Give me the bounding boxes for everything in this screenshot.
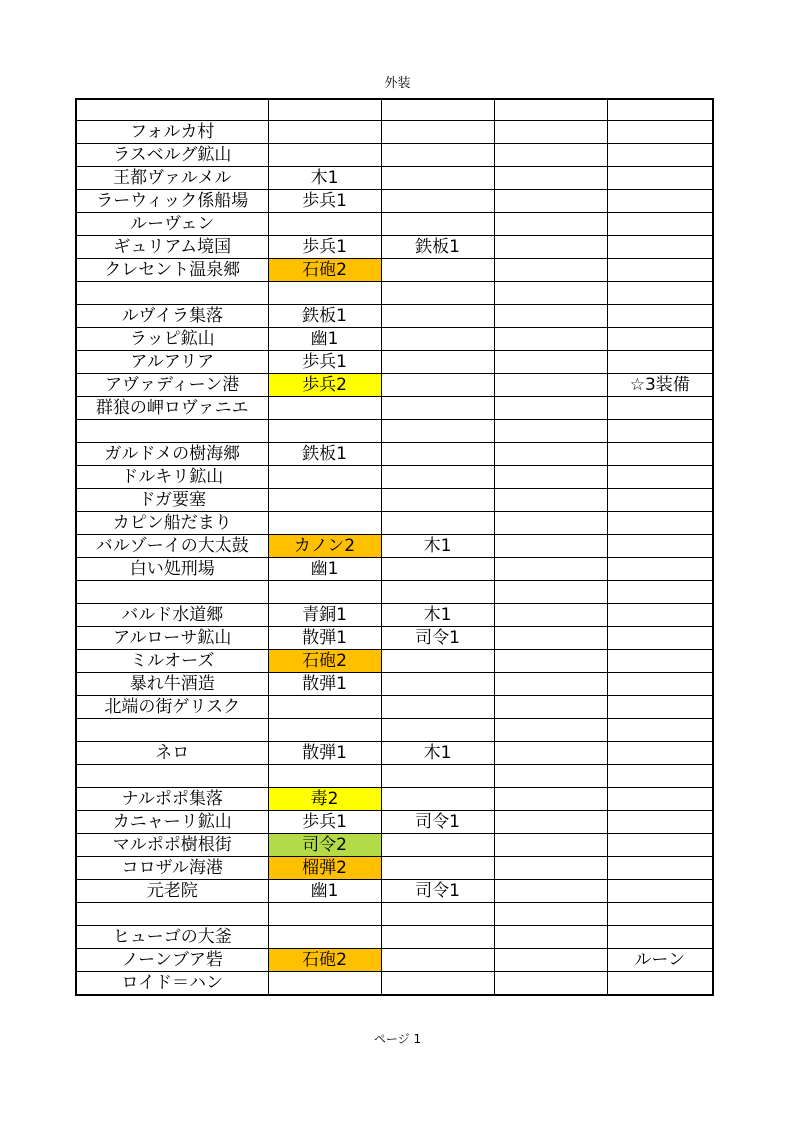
equipment-cell[interactable]	[381, 512, 494, 535]
location-cell[interactable]: ネロ	[76, 742, 268, 765]
equipment-cell[interactable]	[268, 213, 381, 236]
location-cell[interactable]: ルーヴェン	[76, 213, 268, 236]
equipment-cell[interactable]	[494, 535, 607, 558]
equipment-cell[interactable]	[607, 742, 713, 765]
equipment-cell[interactable]	[494, 121, 607, 144]
equipment-cell[interactable]	[607, 857, 713, 880]
equipment-cell[interactable]	[607, 236, 713, 259]
equipment-cell[interactable]	[381, 972, 494, 996]
location-cell[interactable]: ノーンブア砦	[76, 949, 268, 972]
equipment-cell[interactable]	[607, 466, 713, 489]
equipment-cell[interactable]	[381, 397, 494, 420]
equipment-cell[interactable]	[268, 144, 381, 167]
location-cell[interactable]: ラーウィック係船場	[76, 190, 268, 213]
table-row	[76, 167, 713, 190]
equipment-cell[interactable]	[607, 765, 713, 788]
equipment-cell[interactable]	[494, 719, 607, 742]
equipment-cell[interactable]	[381, 443, 494, 466]
equipment-cell[interactable]	[607, 604, 713, 627]
equipment-cell[interactable]	[607, 558, 713, 581]
location-cell[interactable]	[76, 581, 268, 604]
location-cell[interactable]: バルド水道郷	[76, 604, 268, 627]
equipment-cell[interactable]	[381, 167, 494, 190]
equipment-cell[interactable]	[381, 144, 494, 167]
table-row	[76, 972, 713, 996]
equipment-cell[interactable]	[607, 903, 713, 926]
equipment-cell[interactable]: 歩兵1	[268, 236, 381, 259]
table-row	[76, 121, 713, 144]
equipment-cell[interactable]	[268, 581, 381, 604]
table-row	[76, 834, 713, 857]
equipment-cell[interactable]	[494, 489, 607, 512]
equipment-cell[interactable]: 青銅1	[268, 604, 381, 627]
equipment-cell[interactable]	[268, 903, 381, 926]
location-cell[interactable]	[76, 99, 268, 121]
equipment-cell[interactable]	[494, 236, 607, 259]
equipment-cell[interactable]	[381, 466, 494, 489]
equipment-cell[interactable]	[494, 144, 607, 167]
table-row	[76, 558, 713, 581]
equipment-cell[interactable]	[494, 351, 607, 374]
equipment-cell[interactable]	[268, 696, 381, 719]
location-cell[interactable]: クレセント温泉郷	[76, 259, 268, 282]
equipment-cell[interactable]: 鉄板1	[268, 305, 381, 328]
equipment-cell[interactable]	[494, 650, 607, 673]
equipment-cell[interactable]	[607, 650, 713, 673]
equipment-cell[interactable]	[494, 466, 607, 489]
equipment-cell[interactable]	[494, 903, 607, 926]
table-row	[76, 604, 713, 627]
equipment-cell[interactable]: 石砲2	[268, 650, 381, 673]
equipment-cell[interactable]	[607, 282, 713, 305]
equipment-cell[interactable]	[607, 788, 713, 811]
equipment-cell[interactable]	[381, 765, 494, 788]
table-row	[76, 144, 713, 167]
equipment-cell[interactable]	[607, 397, 713, 420]
equipment-cell[interactable]	[494, 512, 607, 535]
table-row	[76, 443, 713, 466]
location-cell[interactable]: 群狼の岬ロヴァニエ	[76, 397, 268, 420]
equipment-cell[interactable]: 幽1	[268, 880, 381, 903]
equipment-cell[interactable]	[494, 581, 607, 604]
location-cell[interactable]: 王都ヴァルメル	[76, 167, 268, 190]
equipment-cell[interactable]: 鉄板1	[381, 236, 494, 259]
location-cell[interactable]: ラスベルグ鉱山	[76, 144, 268, 167]
location-cell[interactable]: ラッピ鉱山	[76, 328, 268, 351]
equipment-cell[interactable]	[494, 926, 607, 949]
table-row	[76, 811, 713, 834]
equipment-cell[interactable]: 幽1	[268, 328, 381, 351]
equipment-cell[interactable]	[607, 144, 713, 167]
equipment-cell[interactable]	[381, 903, 494, 926]
equipment-cell[interactable]	[381, 305, 494, 328]
equipment-cell[interactable]	[268, 926, 381, 949]
equipment-cell[interactable]: 幽1	[268, 558, 381, 581]
equipment-cell[interactable]	[607, 834, 713, 857]
equipment-cell[interactable]	[607, 121, 713, 144]
equipment-cell[interactable]	[494, 420, 607, 443]
equipment-cell[interactable]	[494, 880, 607, 903]
equipment-cell[interactable]	[607, 512, 713, 535]
equipment-cell[interactable]	[607, 351, 713, 374]
location-cell[interactable]: ドガ要塞	[76, 489, 268, 512]
equipment-cell[interactable]	[494, 190, 607, 213]
equipment-cell[interactable]	[494, 604, 607, 627]
equipment-cell[interactable]	[381, 650, 494, 673]
table-row	[76, 328, 713, 351]
location-cell[interactable]: 北端の街ゲリスク	[76, 696, 268, 719]
equipment-cell[interactable]	[494, 811, 607, 834]
equipment-cell[interactable]	[381, 282, 494, 305]
table-body	[76, 99, 713, 995]
equipment-cell[interactable]	[607, 719, 713, 742]
equipment-cell[interactable]	[268, 466, 381, 489]
equipment-cell[interactable]	[607, 328, 713, 351]
table-row	[76, 673, 713, 696]
location-cell[interactable]	[76, 903, 268, 926]
location-cell[interactable]: カニャーリ鉱山	[76, 811, 268, 834]
table-row	[76, 99, 713, 121]
sheet-header-title: 外装	[384, 76, 411, 91]
table-row	[76, 397, 713, 420]
equipment-cell[interactable]	[494, 374, 607, 397]
table-row	[76, 765, 713, 788]
equipment-cell[interactable]: 司令2	[268, 834, 381, 857]
equipment-cell[interactable]	[381, 673, 494, 696]
location-cell[interactable]: カピン船だまり	[76, 512, 268, 535]
equipment-cell[interactable]: 散弾1	[268, 627, 381, 650]
table-row	[76, 788, 713, 811]
equipment-cell[interactable]	[268, 512, 381, 535]
equipment-cell[interactable]: 木1	[381, 604, 494, 627]
location-cell[interactable]: ナルポポ集落	[76, 788, 268, 811]
equipment-cell[interactable]: 木1	[381, 535, 494, 558]
equipment-cell[interactable]	[381, 788, 494, 811]
equipment-cell[interactable]	[494, 788, 607, 811]
table-row	[76, 696, 713, 719]
equipment-cell[interactable]	[268, 397, 381, 420]
table-row	[76, 282, 713, 305]
equipment-cell[interactable]	[607, 926, 713, 949]
equipment-cell[interactable]	[494, 673, 607, 696]
equipment-cell[interactable]	[381, 351, 494, 374]
equipment-cell[interactable]	[268, 420, 381, 443]
equipment-table	[75, 98, 714, 996]
equipment-cell[interactable]	[381, 581, 494, 604]
equipment-cell[interactable]	[494, 972, 607, 996]
equipment-cell[interactable]: 石砲2	[268, 949, 381, 972]
equipment-cell[interactable]: 毒2	[268, 788, 381, 811]
equipment-cell[interactable]: 鉄板1	[268, 443, 381, 466]
equipment-cell[interactable]	[494, 213, 607, 236]
equipment-cell[interactable]: 歩兵1	[268, 351, 381, 374]
equipment-cell[interactable]: 司令1	[381, 880, 494, 903]
equipment-cell[interactable]	[607, 489, 713, 512]
equipment-cell[interactable]	[494, 99, 607, 121]
equipment-cell[interactable]: 木1	[268, 167, 381, 190]
location-cell[interactable]	[76, 282, 268, 305]
equipment-cell[interactable]	[381, 489, 494, 512]
equipment-cell[interactable]	[381, 949, 494, 972]
equipment-cell[interactable]: 榴弾2	[268, 857, 381, 880]
equipment-cell[interactable]: ルーン	[607, 949, 713, 972]
table-row	[76, 535, 713, 558]
equipment-cell[interactable]	[381, 213, 494, 236]
equipment-cell[interactable]	[268, 121, 381, 144]
location-cell[interactable]: 暴れ牛酒造	[76, 673, 268, 696]
table-row	[76, 213, 713, 236]
location-cell[interactable]: バルゾーイの大太鼓	[76, 535, 268, 558]
equipment-cell[interactable]	[494, 282, 607, 305]
equipment-cell[interactable]	[607, 673, 713, 696]
equipment-cell[interactable]	[381, 190, 494, 213]
equipment-cell[interactable]	[494, 558, 607, 581]
equipment-cell[interactable]	[494, 167, 607, 190]
equipment-cell[interactable]	[381, 374, 494, 397]
equipment-cell[interactable]	[381, 121, 494, 144]
equipment-cell[interactable]	[607, 627, 713, 650]
location-cell[interactable]: アルローサ鉱山	[76, 627, 268, 650]
table-row	[76, 374, 713, 397]
equipment-cell[interactable]	[268, 765, 381, 788]
equipment-cell[interactable]: 歩兵2	[268, 374, 381, 397]
equipment-cell[interactable]	[607, 99, 713, 121]
equipment-cell[interactable]	[494, 627, 607, 650]
equipment-cell[interactable]	[494, 397, 607, 420]
equipment-cell[interactable]: 司令1	[381, 811, 494, 834]
equipment-cell[interactable]	[607, 213, 713, 236]
table-row	[76, 719, 713, 742]
location-cell[interactable]: ガルドメの樹海郷	[76, 443, 268, 466]
table-row	[76, 420, 713, 443]
table-row	[76, 512, 713, 535]
table-row	[76, 880, 713, 903]
equipment-cell[interactable]: 石砲2	[268, 259, 381, 282]
equipment-cell[interactable]	[607, 696, 713, 719]
equipment-cell[interactable]	[268, 282, 381, 305]
location-cell[interactable]: コロザル海港	[76, 857, 268, 880]
table-row	[76, 236, 713, 259]
equipment-cell[interactable]: 司令1	[381, 627, 494, 650]
equipment-cell[interactable]	[494, 857, 607, 880]
equipment-cell[interactable]	[381, 328, 494, 351]
equipment-cell[interactable]	[494, 696, 607, 719]
page-number: ページ 1	[373, 1032, 422, 1046]
equipment-cell[interactable]	[494, 328, 607, 351]
table-row	[76, 857, 713, 880]
table-row	[76, 926, 713, 949]
table-row	[76, 489, 713, 512]
equipment-cell[interactable]	[607, 420, 713, 443]
equipment-cell[interactable]	[607, 443, 713, 466]
location-cell[interactable]: ルヴイラ集落	[76, 305, 268, 328]
equipment-cell[interactable]	[494, 742, 607, 765]
table-row	[76, 949, 713, 972]
table-row	[76, 627, 713, 650]
location-cell[interactable]: 元老院	[76, 880, 268, 903]
location-cell[interactable]: アヴァディーン港	[76, 374, 268, 397]
equipment-cell[interactable]	[381, 420, 494, 443]
equipment-cell[interactable]: 木1	[381, 742, 494, 765]
table-row	[76, 466, 713, 489]
equipment-cell[interactable]	[607, 305, 713, 328]
equipment-cell[interactable]	[268, 972, 381, 996]
equipment-cell[interactable]	[381, 926, 494, 949]
equipment-cell[interactable]	[381, 259, 494, 282]
equipment-cell[interactable]	[381, 857, 494, 880]
equipment-cell[interactable]	[494, 834, 607, 857]
location-cell[interactable]: ロイド＝ハン	[76, 972, 268, 996]
table-row	[76, 650, 713, 673]
location-cell[interactable]: フォルカ村	[76, 121, 268, 144]
equipment-cell[interactable]	[494, 765, 607, 788]
location-cell[interactable]	[76, 719, 268, 742]
equipment-cell[interactable]	[494, 305, 607, 328]
equipment-cell[interactable]	[268, 719, 381, 742]
equipment-cell[interactable]	[268, 99, 381, 121]
location-cell[interactable]	[76, 420, 268, 443]
equipment-cell[interactable]	[268, 489, 381, 512]
location-cell[interactable]: 白い処刑場	[76, 558, 268, 581]
equipment-cell[interactable]	[494, 949, 607, 972]
location-cell[interactable]: ギュリアム境国	[76, 236, 268, 259]
equipment-cell[interactable]	[381, 558, 494, 581]
equipment-cell[interactable]	[607, 972, 713, 996]
equipment-cell[interactable]	[607, 259, 713, 282]
table-row	[76, 305, 713, 328]
location-cell[interactable]: アルアリア	[76, 351, 268, 374]
equipment-cell[interactable]: ☆3装備	[607, 374, 713, 397]
equipment-cell[interactable]	[381, 719, 494, 742]
equipment-cell[interactable]	[607, 167, 713, 190]
equipment-cell[interactable]: 歩兵1	[268, 811, 381, 834]
equipment-cell[interactable]	[607, 880, 713, 903]
table-row	[76, 581, 713, 604]
table-row	[76, 903, 713, 926]
equipment-cell[interactable]: 歩兵1	[268, 190, 381, 213]
table-row	[76, 259, 713, 282]
table-row	[76, 742, 713, 765]
location-cell[interactable]	[76, 765, 268, 788]
table-row	[76, 190, 713, 213]
equipment-cell[interactable]	[607, 535, 713, 558]
equipment-cell[interactable]	[494, 259, 607, 282]
equipment-cell[interactable]	[381, 696, 494, 719]
location-cell[interactable]: マルポポ樹根街	[76, 834, 268, 857]
equipment-cell[interactable]	[607, 811, 713, 834]
equipment-cell[interactable]	[607, 581, 713, 604]
table-row	[76, 351, 713, 374]
location-cell[interactable]: ヒューゴの大釜	[76, 926, 268, 949]
equipment-cell[interactable]	[607, 190, 713, 213]
location-cell[interactable]: ドルキリ鉱山	[76, 466, 268, 489]
equipment-cell[interactable]: カノン2	[268, 535, 381, 558]
location-cell[interactable]: ミルオーズ	[76, 650, 268, 673]
equipment-cell[interactable]	[381, 834, 494, 857]
equipment-cell[interactable]: 散弾1	[268, 742, 381, 765]
equipment-cell[interactable]	[381, 99, 494, 121]
equipment-cell[interactable]: 散弾1	[268, 673, 381, 696]
equipment-cell[interactable]	[494, 443, 607, 466]
